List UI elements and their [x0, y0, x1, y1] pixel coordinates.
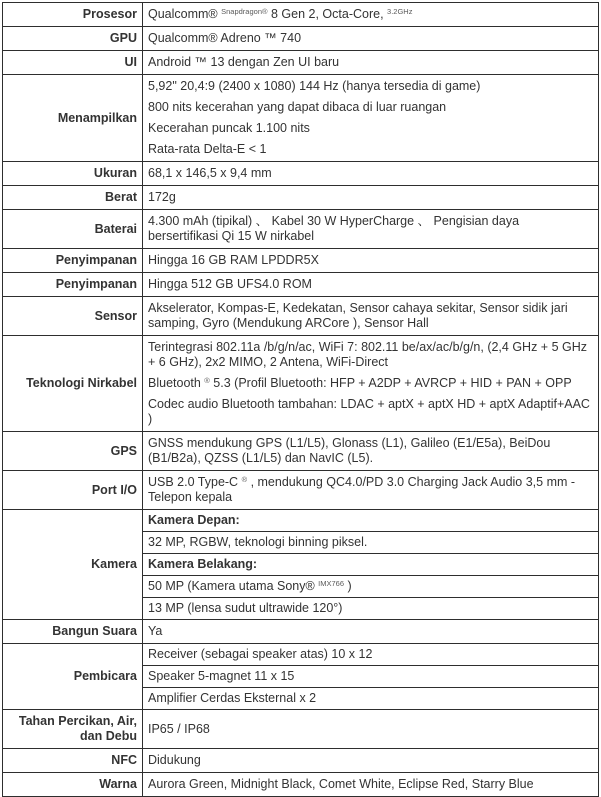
- text-segment: Qualcomm® Adreno ™ 740: [148, 31, 302, 45]
- spec-text: [148, 475, 592, 505]
- spec-table-body: [3, 3, 599, 797]
- spec-value-ukuran: [143, 162, 599, 186]
- spec-value-baterai: [143, 210, 599, 249]
- spec-text: [148, 669, 592, 684]
- spec-text: [148, 166, 592, 181]
- spec-text: [148, 121, 592, 136]
- text-segment: Kecerahan puncak 1.100 nits: [148, 121, 310, 135]
- spec-value-menampilkan: [143, 75, 599, 162]
- spec-text: [148, 691, 592, 706]
- text-segment: 172g: [148, 190, 176, 204]
- spec-text: [148, 579, 592, 594]
- spec-label-ui: UI: [3, 51, 143, 75]
- text-segment: 68,1 x 146,5 x 9,4 mm: [148, 166, 272, 180]
- spec-row-prosesor: [3, 3, 599, 27]
- text-segment: Aurora Green, Midnight Black, Comet White, Eclipse Red, Starry Blue: [148, 777, 534, 791]
- spec-row-port-io: [3, 471, 599, 510]
- text-segment: ): [344, 579, 352, 593]
- spec-text: [148, 535, 592, 550]
- spec-label-teknologi-nirkabel: Teknologi Nirkabel: [3, 336, 143, 432]
- spec-text: [148, 436, 592, 466]
- text-segment: 50 MP (Kamera utama Sony®: [148, 579, 319, 593]
- spec-label-port-io: Port I/O: [3, 471, 143, 510]
- spec-row-ui: [3, 51, 599, 75]
- spec-text: [148, 142, 592, 157]
- spec-label-ukuran: Ukuran: [3, 162, 143, 186]
- spec-label-tahan-percikan-air-dan-debu: Tahan Percikan, Air, dan Debu: [3, 710, 143, 749]
- text-segment: 5.3 (Profil Bluetooth: HFP + A2DP + AVRCP + HID + PAN + OPP: [209, 376, 572, 390]
- spec-row-penyimpanan-ram: [3, 249, 599, 273]
- spec-label-penyimpanan-rom: Penyimpanan: [3, 273, 143, 297]
- spec-text: [148, 624, 592, 639]
- text-segment: Kamera Depan:: [148, 513, 240, 527]
- spec-label-berat: Berat: [3, 186, 143, 210]
- spec-text: [148, 190, 592, 205]
- text-segment: Didukung: [148, 753, 201, 767]
- spec-row-gpu: [3, 27, 599, 51]
- spec-row-sensor: [3, 297, 599, 336]
- text-segment: Kamera Belakang:: [148, 557, 258, 571]
- spec-value-sensor: [143, 297, 599, 336]
- spec-value-gps: [143, 432, 599, 471]
- text-segment: Hingga 512 GB UFS4.0 ROM: [148, 277, 312, 291]
- text-segment: 800 nits kecerahan yang dapat dibaca di luar ruangan: [148, 100, 447, 114]
- spec-text: [148, 79, 592, 94]
- spec-label-kamera: Kamera: [3, 510, 143, 620]
- spec-row-warna: [3, 773, 599, 797]
- spec-row-penyimpanan-rom: [3, 273, 599, 297]
- spec-text: [148, 100, 592, 115]
- spec-label-baterai: Baterai: [3, 210, 143, 249]
- superscript-text: IMX766: [318, 579, 345, 588]
- text-segment: Codec audio Bluetooth tambahan: LDAC + aptX + aptX HD + aptX Adaptif+AAC ): [148, 397, 590, 426]
- spec-value-penyimpanan-rom: [143, 273, 599, 297]
- spec-text: [148, 253, 592, 268]
- text-segment: Speaker 5-magnet 11 x 15: [148, 669, 295, 683]
- spec-text: [148, 55, 592, 70]
- spec-label-bangun-suara: Bangun Suara: [3, 620, 143, 644]
- superscript-text: 3.2GHz: [387, 7, 413, 16]
- text-segment: 8 Gen 2, Octa-Core,: [267, 7, 388, 21]
- spec-value-bangun-suara: [143, 620, 599, 644]
- spec-text: [148, 777, 592, 792]
- spec-label-gpu: GPU: [3, 27, 143, 51]
- spec-value-teknologi-nirkabel: [143, 336, 599, 432]
- spec-text: [148, 376, 592, 391]
- text-segment: Ya: [148, 624, 163, 638]
- spec-row-menampilkan: [3, 75, 599, 162]
- spec-value-prosesor: [143, 3, 599, 27]
- text-segment: Android ™ 13 dengan Zen UI baru: [148, 55, 340, 69]
- spec-value-kamera-2: [143, 532, 599, 554]
- spec-row-nfc: [3, 749, 599, 773]
- text-segment: Qualcomm®: [148, 7, 222, 21]
- text-segment: Terintegrasi 802.11a /b/g/n/ac, WiFi 7: 802.11 be/ax/ac/b/g/n, (2,4 GHz + 5 GHz + 6 GHz), 2x2 MIMO, 2 Antena, WiFi-Direct: [148, 340, 588, 369]
- spec-value-tahan-percikan-air-dan-debu: [143, 710, 599, 749]
- spec-label-nfc: NFC: [3, 749, 143, 773]
- spec-row-gps: [3, 432, 599, 471]
- superscript-text: ®: [204, 376, 210, 385]
- spec-text: [148, 7, 592, 22]
- spec-value-kamera-5: [143, 598, 599, 620]
- spec-text: [148, 340, 592, 370]
- superscript-text: Snapdragon®: [221, 7, 268, 16]
- phone-spec-table: [2, 2, 599, 797]
- spec-label-gps: GPS: [3, 432, 143, 471]
- text-segment: Hingga 16 GB RAM LPDDR5X: [148, 253, 319, 267]
- spec-row-ukuran: [3, 162, 599, 186]
- text-segment: USB 2.0 Type-C: [148, 475, 242, 489]
- spec-row-kamera: [3, 510, 599, 532]
- spec-text: [148, 31, 592, 46]
- spec-label-warna: Warna: [3, 773, 143, 797]
- text-segment: Amplifier Cerdas Eksternal x 2: [148, 691, 317, 705]
- spec-text: [148, 647, 592, 662]
- text-segment: , mendukung QC4.0/PD 3.0 Charging Jack Audio 3,5 mm - Telepon kepala: [148, 475, 576, 504]
- spec-text: [148, 601, 592, 616]
- spec-value-kamera-4: [143, 576, 599, 598]
- spec-label-pembicara: Pembicara: [3, 644, 143, 710]
- spec-label-sensor: Sensor: [3, 297, 143, 336]
- superscript-text: ®: [241, 475, 248, 484]
- spec-text: [148, 301, 592, 331]
- text-segment: Bluetooth: [148, 376, 205, 390]
- spec-row-teknologi-nirkabel: [3, 336, 599, 432]
- spec-text: [148, 397, 592, 427]
- text-segment: IP65 / IP68: [148, 721, 210, 736]
- spec-value-pembicara-1: [143, 644, 599, 666]
- text-segment: 5,92" 20,4:9 (2400 x 1080) 144 Hz (hanya tersedia di game): [148, 79, 481, 93]
- spec-value-pembicara-3: [143, 688, 599, 710]
- spec-row-pembicara: [3, 644, 599, 666]
- text-segment: 13 MP (lensa sudut ultrawide 120°): [148, 601, 343, 615]
- spec-text: [148, 214, 592, 244]
- text-segment: 32 MP, RGBW, teknologi binning piksel.: [148, 535, 368, 549]
- spec-value-nfc: [143, 749, 599, 773]
- text-segment: Rata-rata Delta-E < 1: [148, 142, 267, 156]
- text-segment: GNSS mendukung GPS (L1/L5), Glonass (L1), Galileo (E1/E5a), BeiDou (B1/B2a), QZSS (L1/L5) dan NavIC (L5).: [148, 436, 551, 465]
- spec-row-baterai: [3, 210, 599, 249]
- spec-row-berat: [3, 186, 599, 210]
- spec-text: [148, 722, 592, 737]
- spec-value-ui: [143, 51, 599, 75]
- text-segment: Akselerator, Kompas-E, Kedekatan, Sensor cahaya sekitar, Sensor sidik jari samping, Gyro (Mendukung ARCore ), Sensor Hall: [148, 301, 568, 330]
- spec-value-port-io: [143, 471, 599, 510]
- spec-text: [148, 753, 592, 768]
- spec-label-prosesor: Prosesor: [3, 3, 143, 27]
- spec-value-berat: [143, 186, 599, 210]
- spec-label-penyimpanan-ram: Penyimpanan: [3, 249, 143, 273]
- spec-value-penyimpanan-ram: [143, 249, 599, 273]
- spec-value-gpu: [143, 27, 599, 51]
- spec-label-menampilkan: Menampilkan: [3, 75, 143, 162]
- text-segment: Receiver (sebagai speaker atas) 10 x 12: [148, 647, 373, 661]
- text-segment: 4.300 mAh (tipikal) 、 Kabel 30 W HyperCharge 、 Pengisian daya bersertifikasi Qi 15 W nirkabel: [148, 214, 520, 243]
- spec-text: [148, 277, 592, 292]
- spec-row-tahan-percikan-air-dan-debu: [3, 710, 599, 749]
- spec-value-kamera-3: [143, 554, 599, 576]
- spec-value-warna: [143, 773, 599, 797]
- spec-value-pembicara-2: [143, 666, 599, 688]
- spec-value-kamera-1: [143, 510, 599, 532]
- spec-row-bangun-suara: [3, 620, 599, 644]
- spec-text: [148, 557, 592, 572]
- spec-text: [148, 513, 592, 528]
